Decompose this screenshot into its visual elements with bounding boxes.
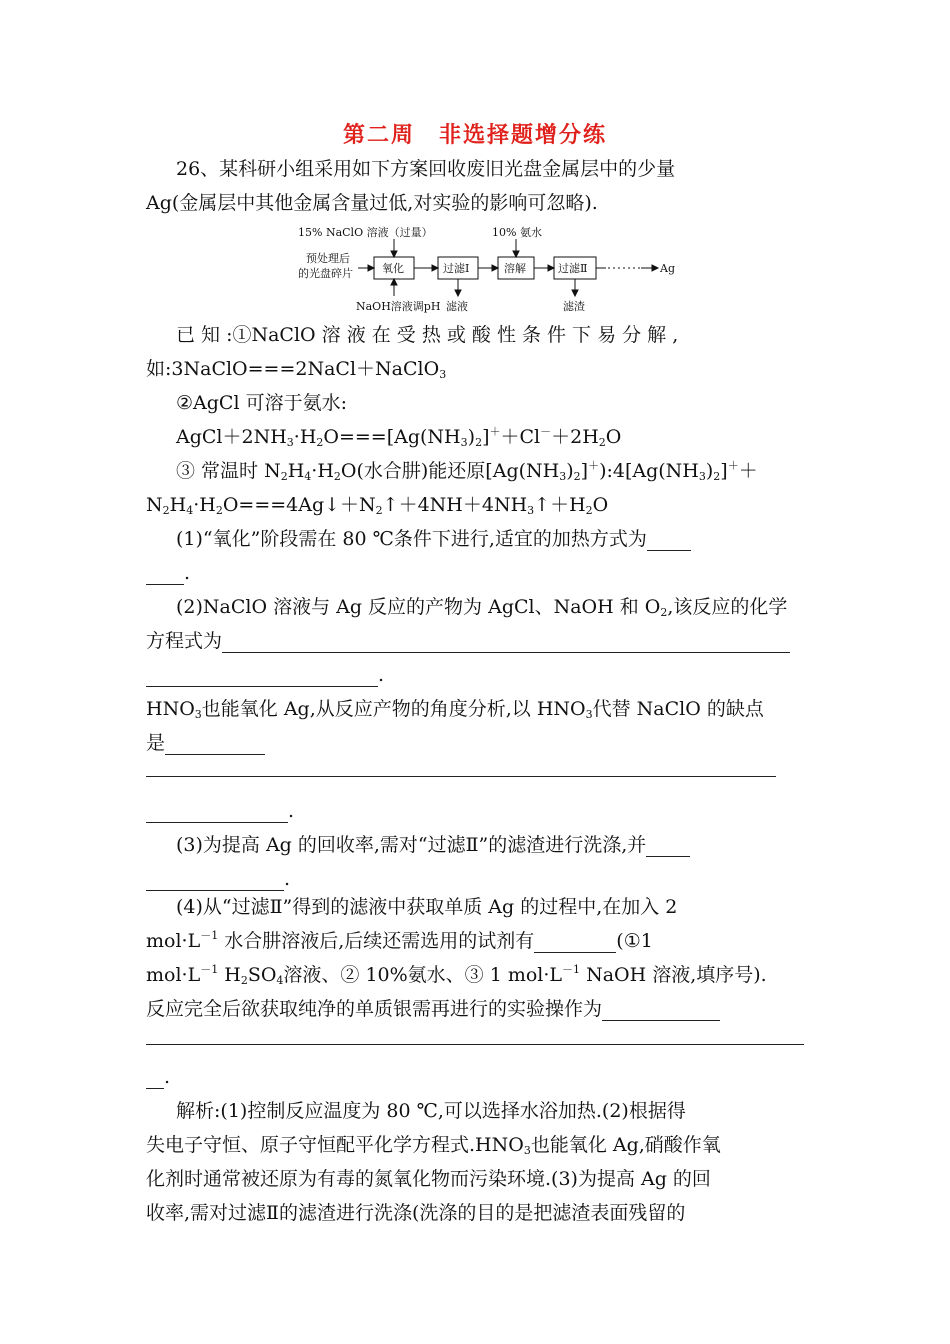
answer-blank-1a[interactable] bbox=[647, 528, 691, 551]
answer-blank-2d[interactable] bbox=[146, 776, 776, 777]
question-2: (2)NaClO 溶液与 Ag 反应的产物为 AgCl、NaOH 和 $O_2$,该反应的化学 bbox=[176, 596, 788, 619]
known-3-equation: $N_2H_4\cdot H_2O===4Ag↓+N_2↑+4NH+4NH_3↑+H_2O$ bbox=[146, 494, 609, 517]
answer-blank-2e[interactable] bbox=[146, 800, 288, 823]
question-2-blank-line: . bbox=[146, 658, 806, 692]
flow-end-product: Ag bbox=[660, 262, 675, 275]
flow-reagent-ammonia: 10% 氨水 bbox=[492, 226, 542, 239]
flow-filtrate-label: 滤液 bbox=[446, 300, 468, 313]
question-1: (1)“氧化”阶段需在 80 ℃条件下进行,适宜的加热方式为 bbox=[176, 522, 806, 556]
question-2-cont: 方程式为 bbox=[146, 624, 806, 658]
page-title: 第二周 非选择题增分练 bbox=[342, 122, 607, 148]
question-4: (4)从“过滤Ⅱ”得到的滤液中获取单质 Ag 的过程中,在加入 2 bbox=[176, 896, 678, 918]
question-2-shortcoming: 是 bbox=[146, 726, 806, 760]
answer-blank-4b[interactable] bbox=[602, 998, 720, 1021]
known-1a: 已 知 :①NaClO 溶 液 在 受 热 或 酸 性 条 件 下 易 分 解 , bbox=[176, 324, 679, 346]
known-2-equation: $AgCl+2NH_3\cdot H_2O===[Ag(NH_3)_2]^++Cl^-+2H_2O$ bbox=[176, 425, 622, 449]
answer-blank-4d[interactable] bbox=[146, 1066, 164, 1089]
answer-blank-1b[interactable] bbox=[146, 562, 184, 585]
answer-blank-3a[interactable] bbox=[646, 834, 690, 857]
question-2-end: . bbox=[146, 794, 806, 828]
question-4-line-3: $mol\cdot L^{-1}$ $H_2SO_4$溶液、② 10%氨水、③ 1 $mol\cdot L^{-1}$ NaOH 溶液,填序号). bbox=[146, 963, 767, 987]
known-1b: 如:3NaClO===2NaCl＋NaClO$_3$ bbox=[146, 358, 447, 381]
answer-blank-4a[interactable] bbox=[534, 930, 616, 953]
question-1-cont: . bbox=[146, 556, 806, 590]
flow-box-oxidation-label: 氧化 bbox=[382, 262, 404, 275]
question-2-hno3: $HNO_3$也能氧化 Ag,从反应产物的角度分析,以 $HNO_3$代替 NaClO 的缺点 bbox=[146, 698, 764, 721]
flow-start-label-2: 的光盘碎片 bbox=[298, 267, 353, 280]
analysis-line-4: 收率,需对过滤Ⅱ的滤渣进行洗涤(洗涤的目的是把滤渣表面残留的 bbox=[146, 1202, 686, 1224]
question-4-line-2: $mol\cdot L^{-1}$ 水合肼溶液后,后续还需选用的试剂有 (①1 bbox=[146, 929, 653, 952]
analysis-line-3: 化剂时通常被还原为有毒的氮氧化物而污染环境.(3)为提高 Ag 的回 bbox=[146, 1168, 711, 1190]
analysis-line-2: 失电子守恒、原子守恒配平化学方程式$.HNO_3$也能氧化 Ag,硝酸作氧 bbox=[146, 1134, 721, 1157]
question-3-cont: . bbox=[146, 862, 806, 896]
answer-blank-2a[interactable] bbox=[222, 630, 790, 653]
intro-line-2: Ag(金属层中其他金属含量过低,对实验的影响可忽略). bbox=[146, 192, 598, 214]
flow-residue-label: 滤渣 bbox=[563, 300, 585, 313]
flow-start-label-1: 预处理后 bbox=[306, 252, 350, 265]
known-2: ②AgCl 可溶于氨水: bbox=[176, 392, 347, 414]
flow-box-dissolve-label: 溶解 bbox=[504, 262, 526, 275]
answer-blank-4c[interactable] bbox=[146, 1044, 804, 1045]
flow-box-filter-2-label: 过滤Ⅱ bbox=[558, 262, 588, 275]
answer-blank-2b[interactable] bbox=[146, 664, 378, 687]
known-3: ③ 常温时 $N_2H_4\cdot H_2O$(水合肼)能还原$[Ag(NH_3)_2]^+):4[Ag(NH_3)_2]^++$ bbox=[176, 459, 758, 483]
process-flow-diagram bbox=[296, 224, 696, 324]
answer-blank-3b[interactable] bbox=[146, 868, 284, 891]
question-4-end: . bbox=[146, 1060, 806, 1094]
intro-line-1: 26、某科研小组采用如下方案回收废旧光盘金属层中的少量 bbox=[176, 158, 676, 180]
flow-box-filter-1-label: 过滤Ⅰ bbox=[443, 262, 470, 275]
answer-blank-2c[interactable] bbox=[165, 732, 265, 755]
analysis-line-1: 解析:(1)控制反应温度为 80 ℃,可以选择水浴加热.(2)根据得 bbox=[176, 1100, 686, 1122]
question-3: (3)为提高 Ag 的回收率,需对“过滤Ⅱ”的滤渣进行洗涤,并 bbox=[176, 828, 806, 862]
flow-naoh-label: NaOH溶液调pH bbox=[356, 300, 441, 313]
question-4-line-4: 反应完全后欲获取纯净的单质银需再进行的实验操作为 bbox=[146, 992, 806, 1026]
flow-reagent-naclo: 15% NaClO 溶液（过量） bbox=[298, 226, 433, 239]
